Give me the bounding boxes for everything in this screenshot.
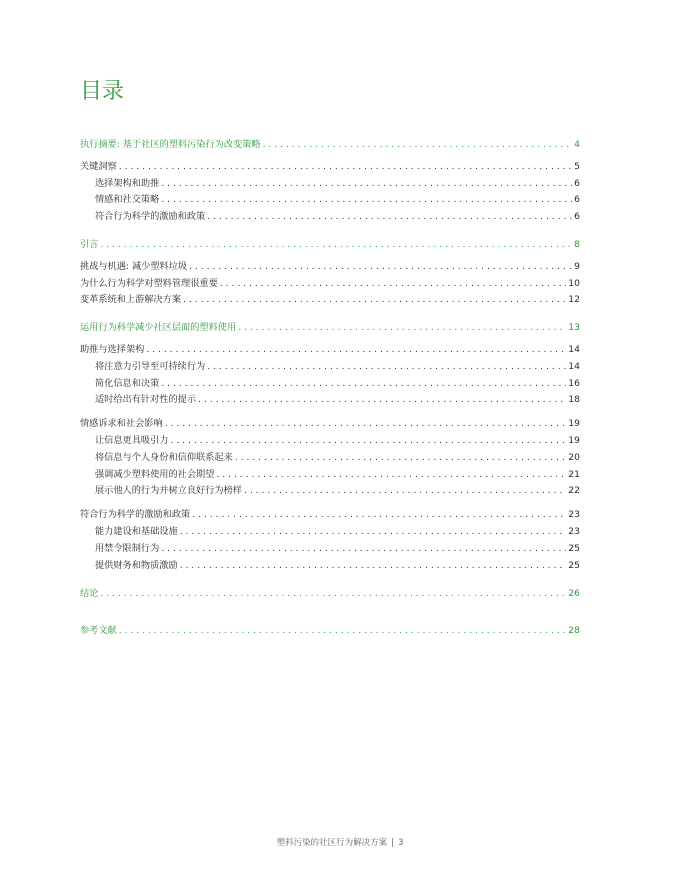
- toc-entry-choice-architecture[interactable]: [80, 176, 580, 193]
- dot-leader: [161, 376, 566, 393]
- dot-leader: [220, 276, 566, 293]
- toc-entry-key-insights[interactable]: [80, 159, 580, 176]
- table-of-contents: [80, 137, 580, 640]
- dot-leader: [161, 192, 572, 209]
- toc-entry-title: 挑战与机遇: 减少塑料垃圾: [80, 260, 188, 272]
- toc-entry-title: 提供财务和物质激励: [95, 559, 178, 571]
- toc-entry-appealing-messages[interactable]: [80, 433, 580, 450]
- toc-entry-page: 19: [568, 434, 580, 446]
- toc-entry-title: 关键洞察: [80, 160, 117, 172]
- toc-entry-why-behavioral-science[interactable]: [80, 276, 580, 293]
- footer-title: 塑料污染的社区行为解决方案: [276, 838, 388, 848]
- toc-entry-page: 26: [568, 588, 580, 600]
- dot-leader: [189, 259, 572, 276]
- toc-entry-bans[interactable]: [80, 541, 580, 558]
- dot-leader: [183, 292, 566, 309]
- toc-entry-title: 符合行为科学的激励和政策: [95, 211, 206, 223]
- dot-leader: [216, 467, 566, 484]
- toc-entry-page: 19: [568, 418, 580, 430]
- toc-entry-systems-change[interactable]: [80, 292, 580, 309]
- toc-entry-title: 展示他人的行为并树立良好行为榜样: [95, 485, 242, 497]
- toc-entry-references[interactable]: [80, 623, 580, 640]
- dot-leader: [238, 320, 566, 337]
- toc-entry-page: 22: [568, 485, 580, 497]
- toc-entry-page: 14: [568, 343, 580, 355]
- toc-entry-page: 13: [568, 322, 580, 334]
- toc-entry-introduction[interactable]: [80, 237, 580, 254]
- toc-entry-capacity-building[interactable]: [80, 524, 580, 541]
- dot-leader: [180, 558, 567, 575]
- toc-entry-emotional-social[interactable]: [80, 192, 580, 209]
- toc-entry-title: 适时给出有针对性的提示: [95, 394, 197, 406]
- toc-entry-title: 情感诉求和社会影响: [80, 418, 163, 430]
- toc-entry-executive-summary[interactable]: [80, 137, 580, 154]
- toc-entry-page: 5: [574, 160, 580, 172]
- dot-leader: [171, 433, 567, 450]
- toc-entry-page: 10: [568, 277, 580, 289]
- toc-entry-page: 6: [574, 194, 580, 206]
- dot-leader: [207, 209, 572, 226]
- toc-entry-page: 21: [568, 468, 580, 480]
- toc-entry-title: 能力建设和基础设施: [95, 525, 178, 537]
- dot-leader: [207, 359, 566, 376]
- toc-entry-applying-behavioral-science[interactable]: [80, 320, 580, 337]
- toc-entry-title: 助推与选择架构: [80, 343, 145, 355]
- toc-entry-title: 情感和社交策略: [95, 194, 160, 206]
- dot-leader: [198, 392, 566, 409]
- dot-leader: [244, 483, 566, 500]
- toc-entry-challenges[interactable]: [80, 259, 580, 276]
- toc-entry-title: 引言: [80, 238, 99, 250]
- dot-leader: [235, 450, 566, 467]
- toc-entry-page: 23: [568, 509, 580, 521]
- toc-entry-attention[interactable]: [80, 359, 580, 376]
- toc-entry-page: 6: [574, 211, 580, 223]
- toc-entry-social-expectations[interactable]: [80, 467, 580, 484]
- toc-entry-title: 结论: [80, 588, 99, 600]
- toc-entry-page: 6: [574, 177, 580, 189]
- dot-leader: [119, 623, 567, 640]
- dot-leader: [100, 586, 566, 603]
- toc-entry-identity[interactable]: [80, 450, 580, 467]
- dot-leader: [161, 541, 566, 558]
- toc-entry-nudges[interactable]: [80, 342, 580, 359]
- toc-entry-title: 符合行为科学的激励和政策: [80, 509, 191, 521]
- page-title: 目录: [80, 79, 125, 104]
- toc-entry-page: 28: [568, 625, 580, 637]
- dot-leader: [119, 159, 572, 176]
- toc-entry-title: 将注意力引导至可持续行为: [95, 360, 206, 372]
- toc-entry-page: 25: [568, 542, 580, 554]
- toc-entry-title: 将信息与个人身份和信仰联系起来: [95, 451, 233, 463]
- toc-entry-title: 执行摘要: 基于社区的塑料污染行为改变策略: [80, 139, 261, 150]
- toc-entry-page: 9: [574, 260, 580, 272]
- dot-leader: [180, 524, 567, 541]
- toc-entry-page: 23: [568, 525, 580, 537]
- toc-entry-timely-prompts[interactable]: [80, 392, 580, 409]
- toc-entry-page: 25: [568, 559, 580, 571]
- toc-entry-financial-incentives[interactable]: [80, 558, 580, 575]
- dot-leader: [161, 176, 572, 193]
- toc-entry-title: 选择架构和助推: [95, 177, 160, 189]
- toc-entry-page: 4: [574, 139, 580, 150]
- toc-entry-title: 运用行为科学减少社区层面的塑料使用: [80, 322, 237, 334]
- toc-entry-conclusion[interactable]: [80, 586, 580, 603]
- toc-entry-title: 强调减少塑料使用的社会期望: [95, 468, 215, 480]
- footer-separator: |: [391, 838, 394, 848]
- dot-leader: [146, 342, 566, 359]
- toc-entry-title: 让信息更具吸引力: [95, 434, 169, 446]
- footer-page-number: 3: [397, 838, 404, 848]
- toc-entry-page: 20: [568, 451, 580, 463]
- dot-leader: [100, 237, 572, 254]
- toc-entry-title: 用禁令限制行为: [95, 542, 160, 554]
- toc-entry-incentives-policy[interactable]: [80, 209, 580, 226]
- toc-entry-page: 8: [574, 238, 580, 250]
- page-footer: [0, 836, 680, 848]
- toc-entry-page: 16: [568, 377, 580, 389]
- toc-entry-title: 简化信息和决策: [95, 377, 160, 389]
- toc-entry-incentives[interactable]: [80, 507, 580, 524]
- toc-entry-page: 14: [568, 360, 580, 372]
- toc-entry-page: 18: [568, 394, 580, 406]
- dot-leader: [165, 416, 567, 433]
- toc-entry-title: 为什么行为科学对塑料管理很重要: [80, 277, 218, 289]
- dot-leader: [192, 507, 566, 524]
- dot-leader: [263, 137, 573, 154]
- toc-entry-title: 变革系统和上游解决方案: [80, 294, 182, 306]
- toc-entry-emotional-appeals[interactable]: [80, 416, 580, 433]
- toc-entry-page: 12: [568, 294, 580, 306]
- toc-entry-simplify[interactable]: [80, 376, 580, 393]
- toc-entry-role-models[interactable]: [80, 483, 580, 500]
- toc-entry-title: 参考文献: [80, 625, 117, 637]
